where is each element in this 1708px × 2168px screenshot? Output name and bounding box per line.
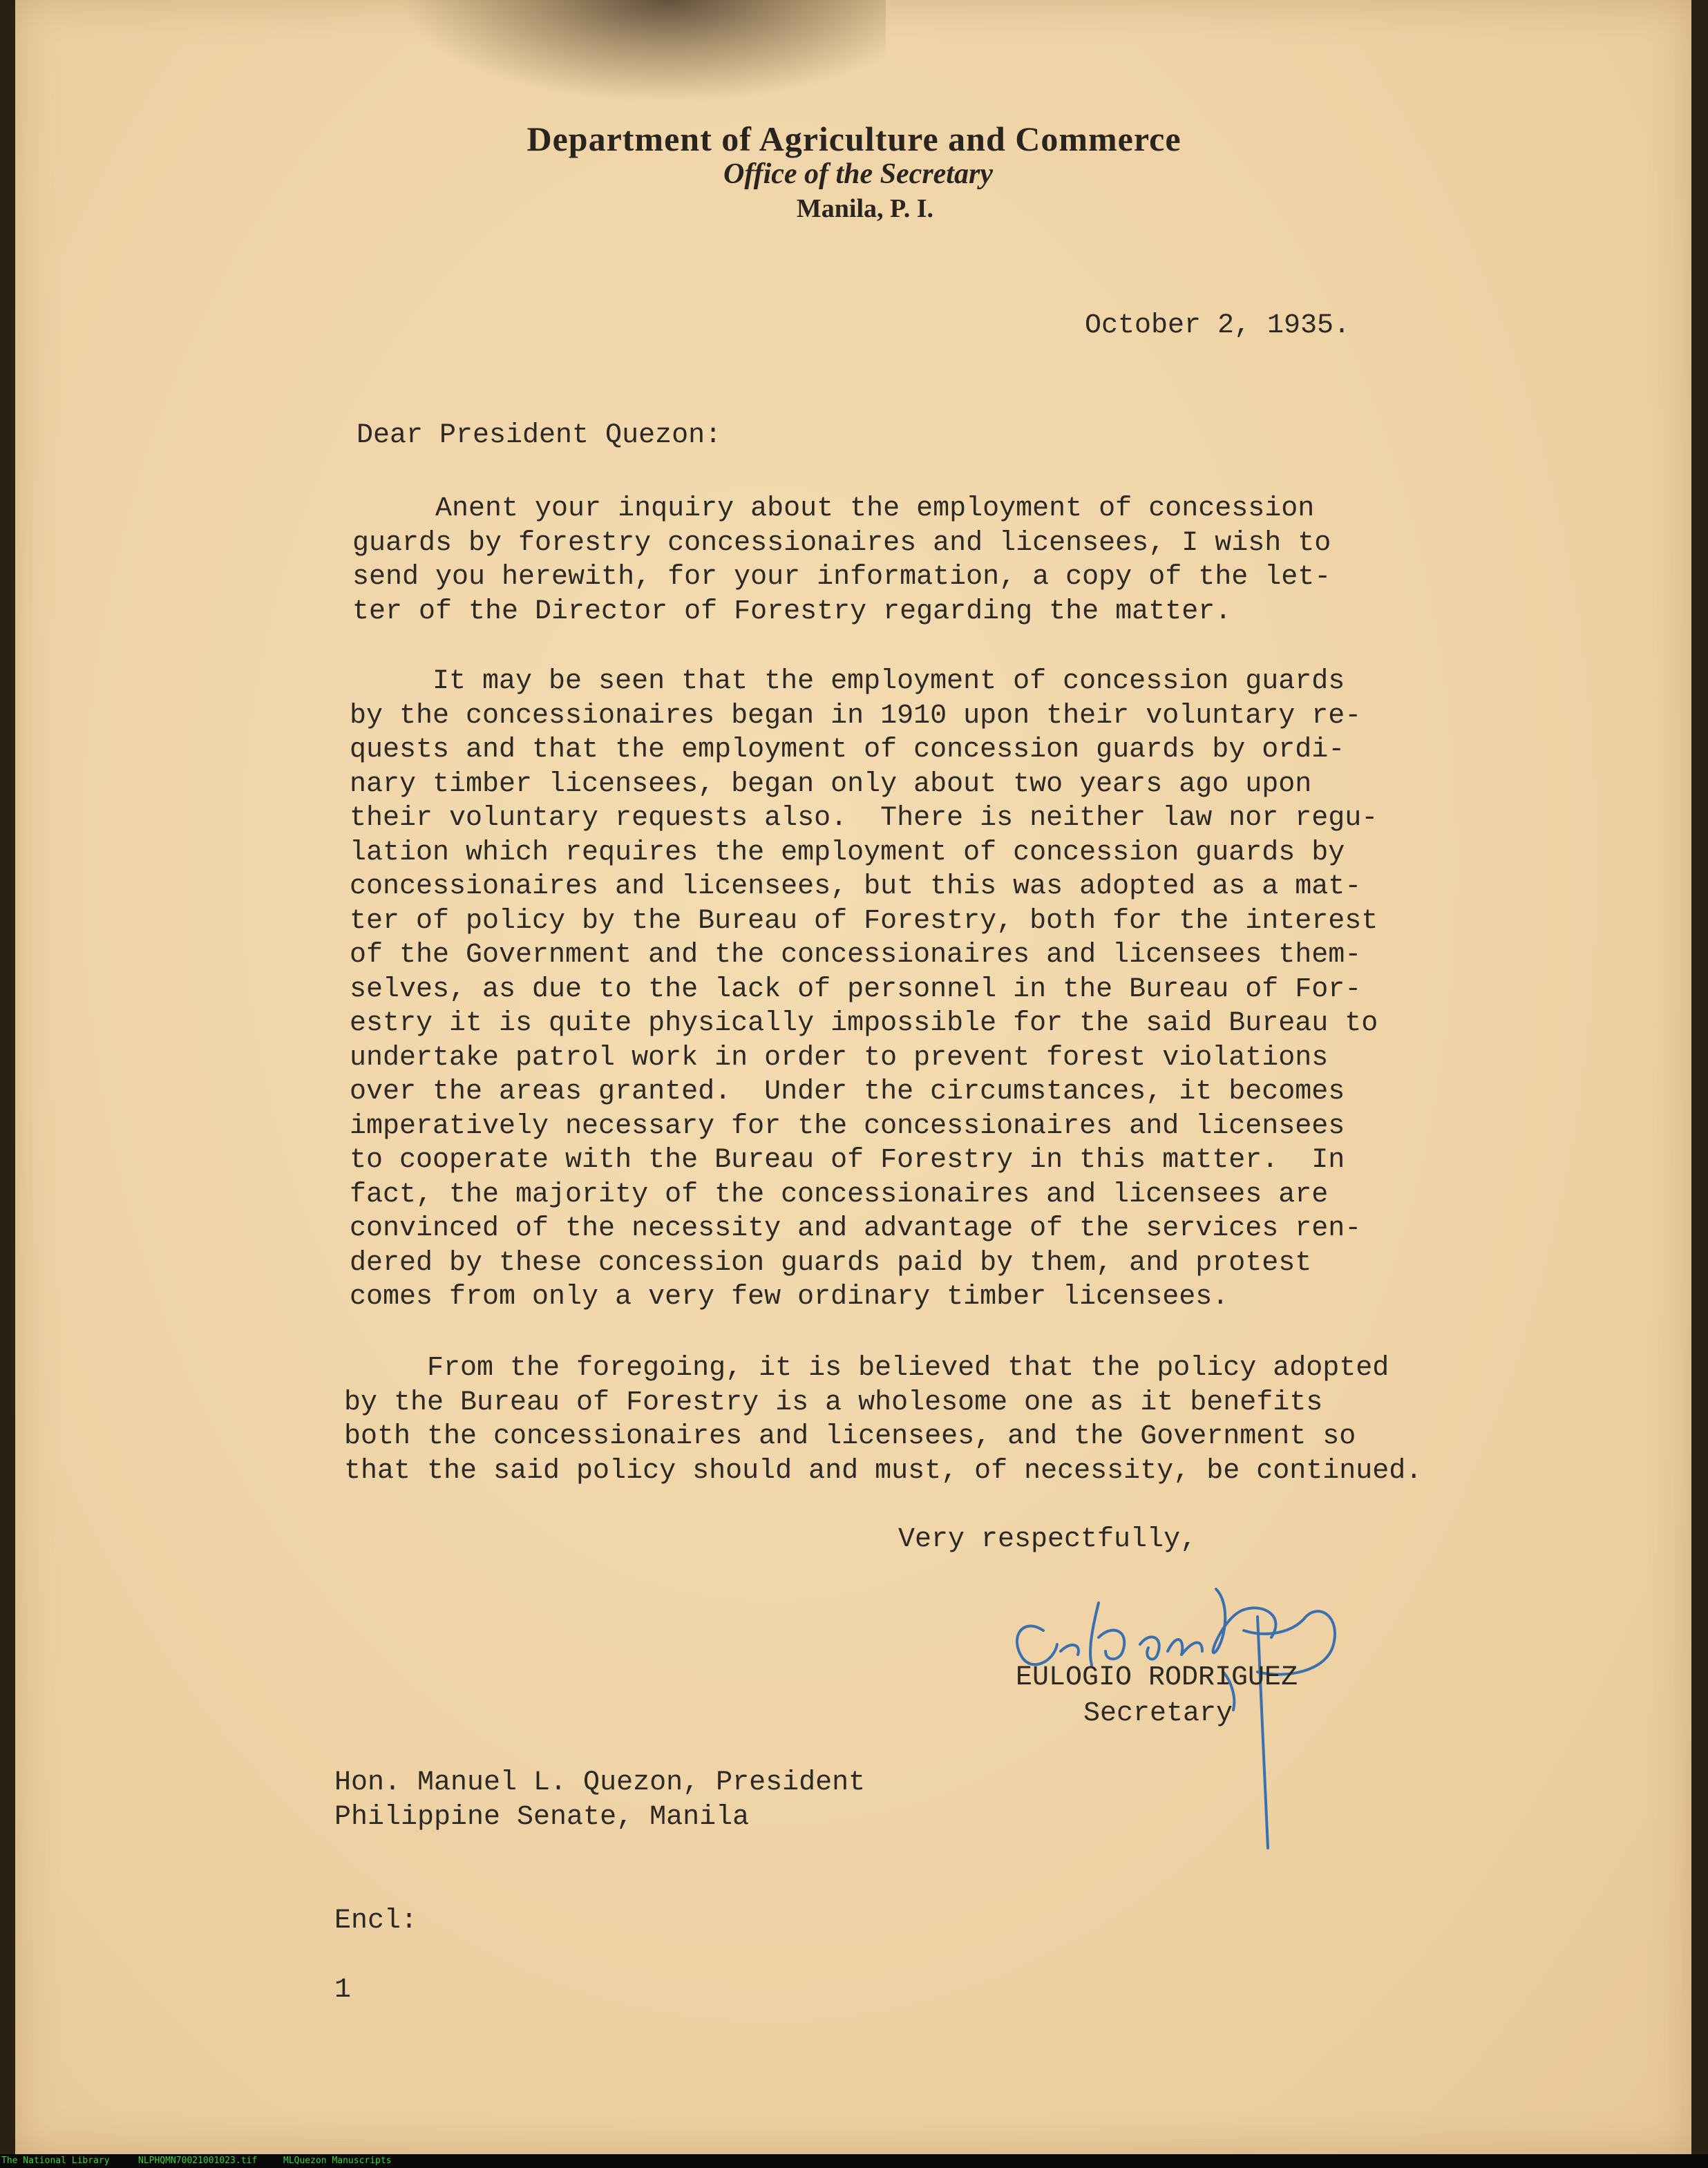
footer-library: The National Library [1, 2156, 110, 2166]
body-paragraph-3: From the foregoing, it is believed that the policy adopted by the Bureau of Forestry is a wholesome one as it benefits both the concessionaires and licensees, and the Government so that the said policy should and must, of necessity, be continued. [344, 1353, 1423, 1487]
letterhead-department: Department of Agriculture and Commerce [526, 120, 1182, 158]
letterhead-location: Manila, P. I. [796, 194, 934, 223]
footer-filename: NLPHQMN70021001023.tif [138, 2156, 258, 2166]
enclosure-count: 1 [334, 1975, 352, 2006]
addressee-block: Hon. Manuel L. Quezon, President Philippine Senate, Manila [334, 1767, 866, 1833]
letter-date: October 2, 1935. [1085, 310, 1351, 341]
closing: Very respectfully, [898, 1524, 1197, 1555]
signer-name: EULOGIO RODRIGUEZ [1016, 1662, 1298, 1693]
letterhead-office: Office of the Secretary [723, 158, 993, 190]
footer-collection: MLQuezon Manuscripts [283, 2156, 392, 2166]
body-paragraph-1: Anent your inquiry about the employment of concession guards by forestry concessionaires and licensees, I wish to send you herewith, for your information, a copy of the let- ter of the Director of Forestry regarding the matter. [352, 493, 1331, 627]
enclosure-label: Encl: [334, 1905, 418, 1937]
body-paragraph-2: It may be seen that the employment of concession guards by the concessionaires began in 1910 upon their voluntary re- quests and that the employment of concession guards by ordi- nary timber licensees, began only about two years ago upon their voluntary requests also. There is neither law nor regu- lation which requires the employment of concession guards by concessionaires and licensees, but this was adopted as a mat- ter of policy by the Bureau of Forestry, both for the interest of the Government and the concessionaires and licensees them- selves, as due to the lack of personnel in the Bureau of For- estry it is quite physically impossible for the said Bureau to undertake patrol work in order to prevent forest violations over the areas granted. Under the circumstances, it becomes imperatively necessary for the concessionaires and licensees to cooperate with the Bureau of Forestry in this matter. In fact, the majority of the concessionaires and licensees are convinced of the necessity and advantage of the services ren- dered by these concession guards paid by them, and protest comes from only a very few ordinary timber licensees. [350, 666, 1378, 1313]
scan-footer [0, 2154, 1708, 2168]
salutation: Dear President Quezon: [357, 420, 722, 451]
ink-smudge [402, 0, 886, 104]
signer-title: Secretary [1083, 1698, 1233, 1729]
